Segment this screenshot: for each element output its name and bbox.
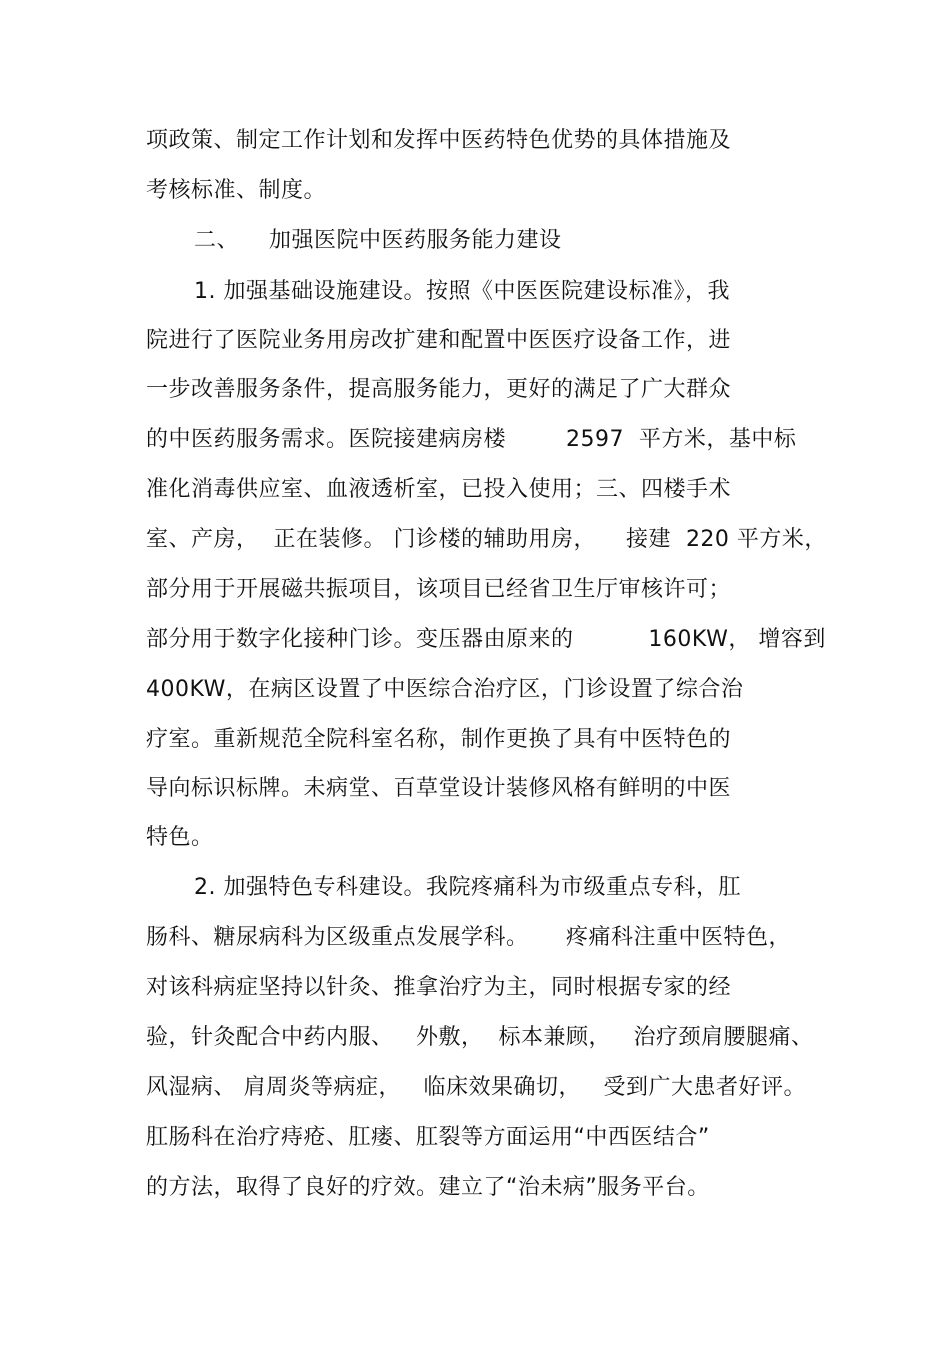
text-line: 2. 加强特色专科建设。我院疼痛科为市级重点专科，肛	[194, 875, 741, 900]
text-line: 导向标识标牌。未病堂、百草堂设计装修风格有鲜明的中医	[146, 776, 732, 801]
text-line: 验，针灸配合中药内服、 外敷， 标本兼顾， 治疗颈肩腰腿痛、	[146, 1025, 814, 1050]
text-line: 部分用于开展磁共振项目，该项目已经省卫生厅审核许可；	[146, 577, 732, 602]
text-line: 一步改善服务条件，提高服务能力，更好的满足了广大群众	[146, 377, 732, 402]
text-line: 对该科病症坚持以针灸、推拿治疗为主，同时根据专家的经	[146, 975, 732, 1000]
text-line: 室、产房， 正在装修。 门诊楼的辅助用房， 接建 220 平方米，	[146, 527, 827, 552]
text-line: 特色。	[146, 825, 214, 850]
text-line: 的方法，取得了良好的疗效。建立了“治未病”服务平台。	[146, 1175, 710, 1200]
text-line: 风湿病、 肩周炎等病症， 临床效果确切， 受到广大患者好评。	[146, 1075, 806, 1100]
section-heading: 二、 加强医院中医药服务能力建设	[194, 228, 562, 253]
text-line: 院进行了医院业务用房改扩建和配置中医医疗设备工作，进	[146, 328, 732, 353]
text-line: 肛肠科在治疗痔疮、肛瘘、肛裂等方面运用“中西医结合”	[146, 1125, 710, 1150]
text-line: 肠科、糖尿病科为区级重点发展学科。 疼痛科注重中医特色，	[146, 925, 791, 950]
text-line: 考核标准、制度。	[146, 178, 327, 203]
text-line: 项政策、制定工作计划和发挥中医药特色优势的具体措施及	[146, 128, 732, 153]
text-line: 准化消毒供应室、血液透析室，已投入使用；三、四楼手术	[146, 477, 732, 502]
text-line: 400KW，在病区设置了中医综合治疗区，门诊设置了综合治	[146, 677, 744, 702]
text-line: 疗室。重新规范全院科室名称，制作更换了具有中医特色的	[146, 727, 732, 752]
text-line: 部分用于数字化接种门诊。变压器由原来的 160KW， 增容到	[146, 627, 826, 652]
text-line: 的中医药服务需求。医院接建病房楼 2597 平方米，基中标	[146, 427, 797, 452]
text-line: 1. 加强基础设施建设。按照《中医医院建设标准》，我	[194, 279, 730, 304]
